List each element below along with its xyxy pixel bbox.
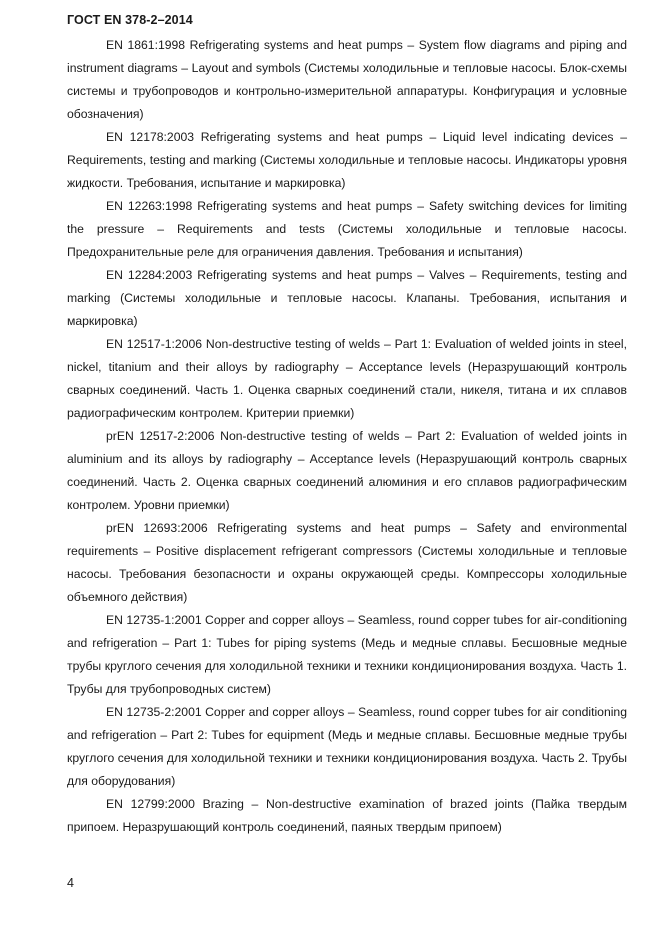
reference-entry-en-12735-1: EN 12735-1:2001 Copper and copper alloys – Seamless, round copper tubes for air-conditioning and refrigeration – Part 1: Tubes for piping systems (Медь и медные сплавы. Бесшовные медные трубы круглого сечения для холодильной техники и техники кондиционирования воздуха. Часть 1. Трубы для трубопроводных систем) (67, 613, 627, 696)
reference-entry-en-12517-1: EN 12517-1:2006 Non-destructive testing of welds – Part 1: Evaluation of welded joints in steel, nickel, titanium and their alloys by radiography – Acceptance levels (Неразрушающий контроль сварных соединений. Часть 1. Оценка сварных соединений стали, никеля, титана и их сплавов радиографическим контролем. Критерии приемки) (67, 337, 627, 420)
reference-entry-en-12284: EN 12284:2003 Refrigerating systems and heat pumps – Valves – Requirements, testing and marking (Системы холодильные и тепловые насосы. Клапаны. Требования, испытания и маркировка) (67, 268, 627, 328)
reference-entry-en-1861: EN 1861:1998 Refrigerating systems and heat pumps – System flow diagrams and piping and instrument diagrams – Layout and symbols (Системы холодильные и тепловые насосы. Блок-схемы системы и трубопроводов и контрольно-измерительной аппаратуры. Конфигурация и условные обозначения) (67, 38, 627, 121)
reference-entry-pren-12517-2: prEN 12517-2:2006 Non-destructive testing of welds – Part 2: Evaluation of welded joints in aluminium and its alloys by radiography – Acceptance levels (Неразрушающий контроль сварных соединений. Часть 2. Оценка сварных соединений алюминия и его сплавов радиографическим контролем. Уровни приемки) (67, 429, 627, 512)
reference-entry-en-12178: EN 12178:2003 Refrigerating systems and heat pumps – Liquid level indicating devices – Requirements, testing and marking (Системы холодильные и тепловые насосы. Индикаторы уровня жидкости. Требования, испытание и маркировка) (67, 130, 627, 190)
document-header: ГОСТ EN 378-2–2014 (67, 13, 193, 27)
normative-references-list (67, 34, 627, 839)
reference-entry-en-12263: EN 12263:1998 Refrigerating systems and heat pumps – Safety switching devices for limiting the pressure – Requirements and tests (Системы холодильные и тепловые насосы. Предохранительные реле для ограничения давления. Требования и испытания) (67, 199, 627, 259)
reference-entry-pren-12693: prEN 12693:2006 Refrigerating systems and heat pumps – Safety and environmental requirements – Positive displacement refrigerant compressors (Системы холодильные и тепловые насосы. Требования безопасности и охраны окружающей среды. Компрессоры холодильные объемного действия) (67, 521, 627, 604)
page-number: 4 (67, 876, 74, 890)
reference-entry-en-12799: EN 12799:2000 Brazing – Non-destructive examination of brazed joints (Пайка твердым припоем. Неразрушающий контроль соединений, паяных твердым припоем) (67, 797, 627, 834)
reference-entry-en-12735-2: EN 12735-2:2001 Copper and copper alloys – Seamless, round copper tubes for air conditioning and refrigeration – Part 2: Tubes for equipment (Медь и медные сплавы. Бесшовные медные трубы круглого сечения для холодильной техники и техники кондиционирования воздуха. Часть 2. Трубы для оборудования) (67, 705, 627, 788)
